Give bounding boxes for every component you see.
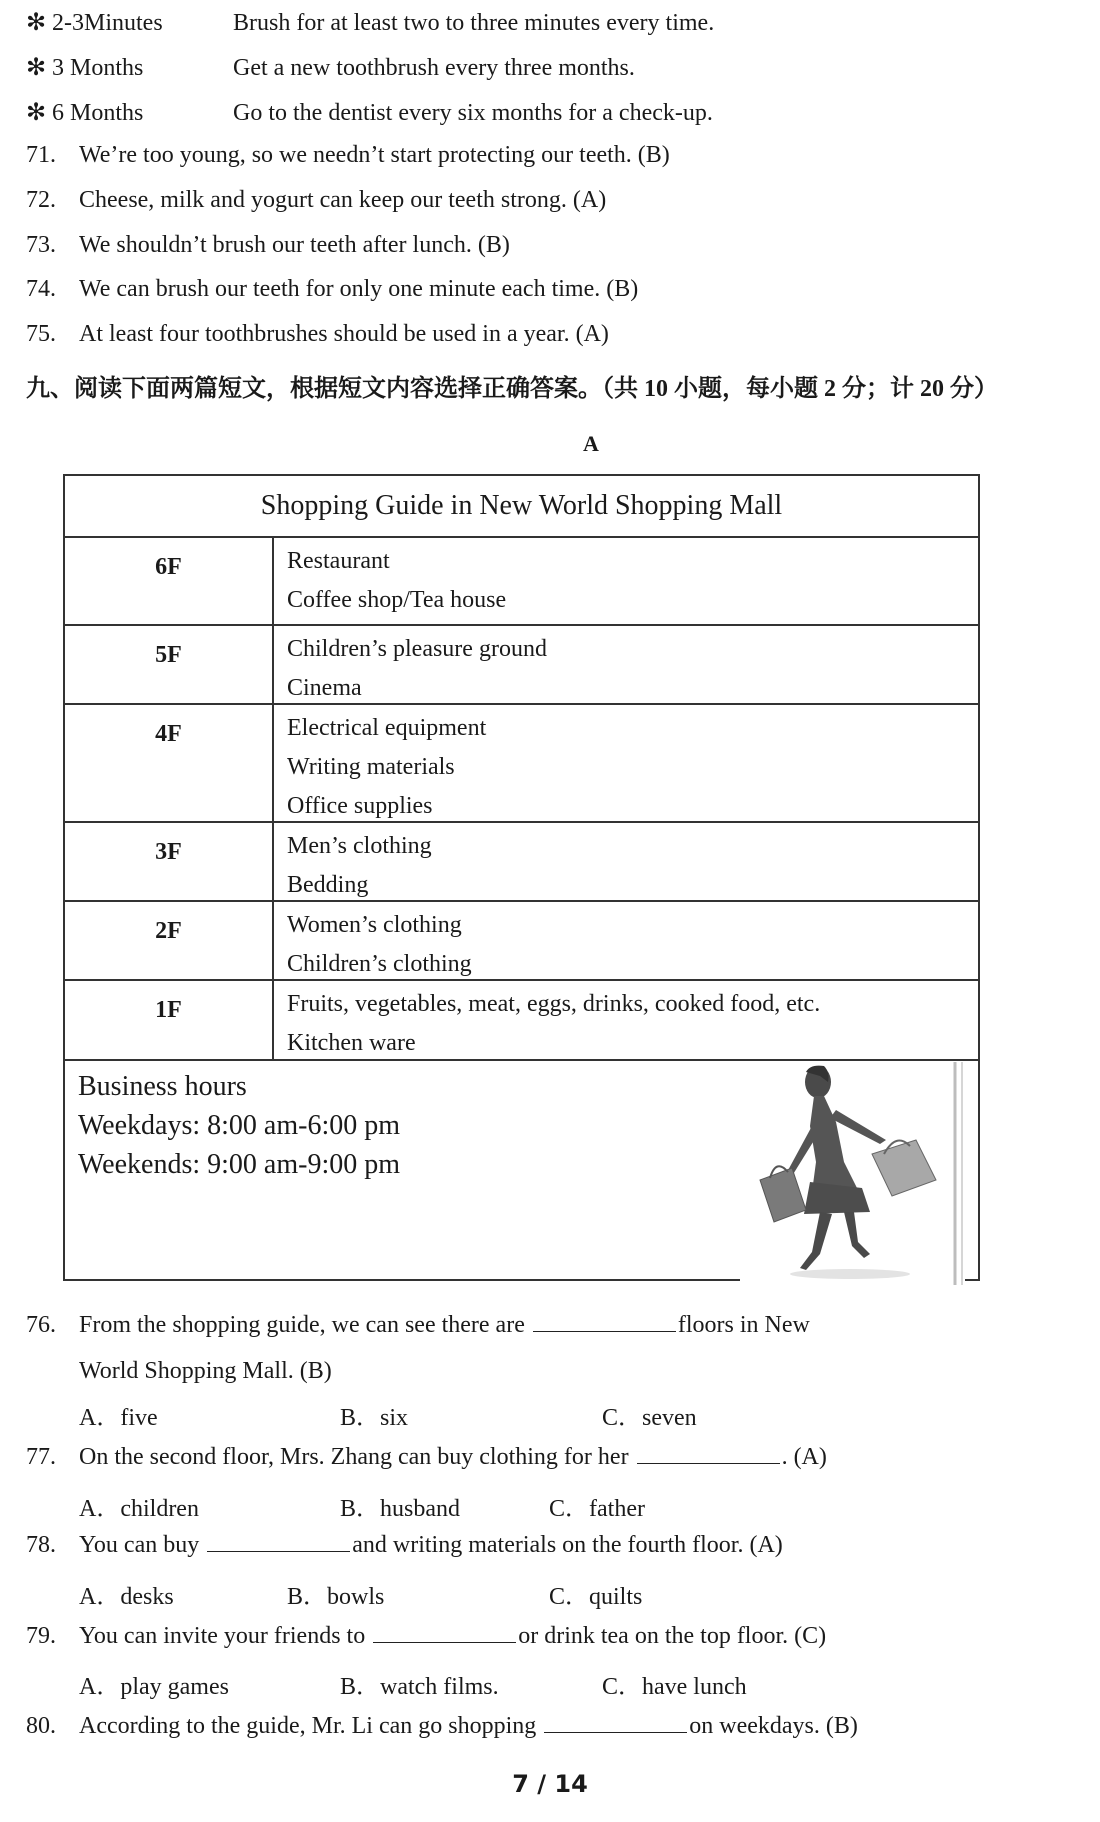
question-text: According to the guide, Mr. Li can go shopping xyxy=(79,1713,543,1739)
answer-blank[interactable] xyxy=(637,1441,780,1464)
question-text: From the shopping guide, we can see there are xyxy=(79,1312,531,1338)
shopping-guide-table xyxy=(63,474,980,1281)
floor-item: Kitchen ware xyxy=(287,1030,416,1056)
tip-row xyxy=(26,98,713,127)
floor-item: Women’s clothing xyxy=(287,912,462,938)
option-a[interactable]: A．children xyxy=(79,1496,199,1522)
floor-item: Children’s pleasure ground xyxy=(287,636,547,662)
floor-label: 4F xyxy=(65,705,274,821)
question-number: 80. xyxy=(26,1713,56,1739)
option-c[interactable]: C．have lunch xyxy=(602,1674,747,1700)
answer-blank[interactable] xyxy=(533,1309,676,1332)
floor-row-2f xyxy=(65,902,978,981)
passage-letter: A xyxy=(583,431,599,456)
section-heading: 九、阅读下面两篇短文，根据短文内容选择正确答案。（共 10 小题，每小题 2 分；计 20 分） xyxy=(26,376,998,402)
question-text: You can invite your friends to xyxy=(79,1623,372,1649)
tip-text: Brush for at least two to three minutes every time. xyxy=(233,10,715,36)
floor-item: Office supplies xyxy=(287,793,433,819)
question-text: On the second floor, Mrs. Zhang can buy clothing for her xyxy=(79,1444,635,1470)
guide-title: Shopping Guide in New World Shopping Mall xyxy=(65,476,978,538)
floor-row-1f xyxy=(65,981,978,1061)
question-text: on weekdays. (B) xyxy=(689,1713,858,1739)
floor-row-4f xyxy=(65,705,978,823)
floor-label: 1F xyxy=(65,981,274,1059)
question-number: 77. xyxy=(26,1444,56,1470)
page-number: 7 / 14 xyxy=(512,1770,588,1798)
asterisk-icon: ✻ xyxy=(26,10,47,36)
question-78 xyxy=(26,1529,783,1559)
question-74 xyxy=(26,276,638,303)
question-number: 74. xyxy=(26,276,56,302)
tip-text: Get a new toothbrush every three months. xyxy=(233,55,635,81)
option-a[interactable]: A．desks xyxy=(79,1584,174,1610)
floor-label: 3F xyxy=(65,823,274,900)
option-a[interactable]: A．five xyxy=(79,1405,158,1431)
question-text: We shouldn’t brush our teeth after lunch. (B) xyxy=(79,232,510,258)
question-71 xyxy=(26,142,670,169)
question-75 xyxy=(26,321,609,348)
tip-key: 3 Months xyxy=(52,55,144,81)
floor-item: Bedding xyxy=(287,872,369,898)
question-number: 78. xyxy=(26,1532,56,1558)
weekends-hours: Weekends: 9:00 am-9:00 pm xyxy=(78,1149,401,1180)
answer-blank[interactable] xyxy=(373,1620,516,1643)
weekdays-hours: Weekdays: 8:00 am-6:00 pm xyxy=(78,1110,401,1141)
floor-row-3f xyxy=(65,823,978,902)
option-b[interactable]: B．watch films. xyxy=(340,1674,499,1700)
tip-row xyxy=(26,53,635,82)
question-number: 72. xyxy=(26,187,56,213)
question-number: 71. xyxy=(26,142,56,168)
answer-blank[interactable] xyxy=(544,1710,687,1733)
question-text: Cheese, milk and yogurt can keep our teeth strong. (A) xyxy=(79,187,607,213)
option-a[interactable]: A．play games xyxy=(79,1674,229,1700)
option-b[interactable]: B．bowls xyxy=(287,1584,385,1610)
option-c[interactable]: C．seven xyxy=(602,1405,697,1431)
floor-item: Children’s clothing xyxy=(287,951,472,977)
answer-blank[interactable] xyxy=(207,1529,350,1552)
floor-item: Fruits, vegetables, meat, eggs, drinks, cooked food, etc. xyxy=(287,991,821,1017)
floor-label: 5F xyxy=(65,626,274,703)
question-80 xyxy=(26,1710,858,1740)
question-73 xyxy=(26,232,510,259)
shopper-silhouette-image xyxy=(740,1062,965,1285)
question-number: 76. xyxy=(26,1312,56,1338)
option-c[interactable]: C．father xyxy=(549,1496,645,1522)
question-76 xyxy=(26,1309,810,1339)
floor-item: Restaurant xyxy=(287,548,390,574)
tip-key: 6 Months xyxy=(52,100,144,126)
question-text: We can brush our teeth for only one minute each time. (B) xyxy=(79,276,639,302)
floor-label: 2F xyxy=(65,902,274,979)
tip-key: 2-3Minutes xyxy=(52,10,163,36)
floor-item: Writing materials xyxy=(287,754,455,780)
question-72 xyxy=(26,187,606,214)
question-text: You can buy xyxy=(79,1532,206,1558)
question-text: floors in New xyxy=(677,1312,810,1338)
option-b[interactable]: B．husband xyxy=(340,1496,460,1522)
hours-heading: Business hours xyxy=(78,1071,247,1102)
asterisk-icon: ✻ xyxy=(26,100,47,126)
question-text: or drink tea on the top floor. (C) xyxy=(518,1623,827,1649)
question-number: 75. xyxy=(26,321,56,347)
question-76-continued: World Shopping Mall. (B) xyxy=(79,1358,332,1384)
floor-item: Men’s clothing xyxy=(287,833,432,859)
question-text: At least four toothbrushes should be used in a year. (A) xyxy=(79,321,609,347)
floor-row-6f xyxy=(65,538,978,626)
question-text: and writing materials on the fourth floor. (A) xyxy=(352,1532,783,1558)
floor-row-5f xyxy=(65,626,978,705)
question-number: 79. xyxy=(26,1623,56,1649)
business-hours xyxy=(65,1061,978,1286)
tip-row xyxy=(26,8,714,37)
question-number: 73. xyxy=(26,232,56,258)
option-b[interactable]: B．six xyxy=(340,1405,409,1431)
floor-item: Cinema xyxy=(287,675,362,701)
question-77 xyxy=(26,1441,827,1471)
floor-item: Coffee shop/Tea house xyxy=(287,587,507,613)
floor-label: 6F xyxy=(65,538,274,624)
option-c[interactable]: C．quilts xyxy=(549,1584,643,1610)
question-79 xyxy=(26,1620,826,1650)
question-text: . (A) xyxy=(781,1444,827,1470)
tip-text: Go to the dentist every six months for a check-up. xyxy=(233,100,713,126)
question-text: We’re too young, so we needn’t start protecting our teeth. (B) xyxy=(79,142,670,168)
floor-item: Electrical equipment xyxy=(287,715,487,741)
asterisk-icon: ✻ xyxy=(26,55,47,81)
